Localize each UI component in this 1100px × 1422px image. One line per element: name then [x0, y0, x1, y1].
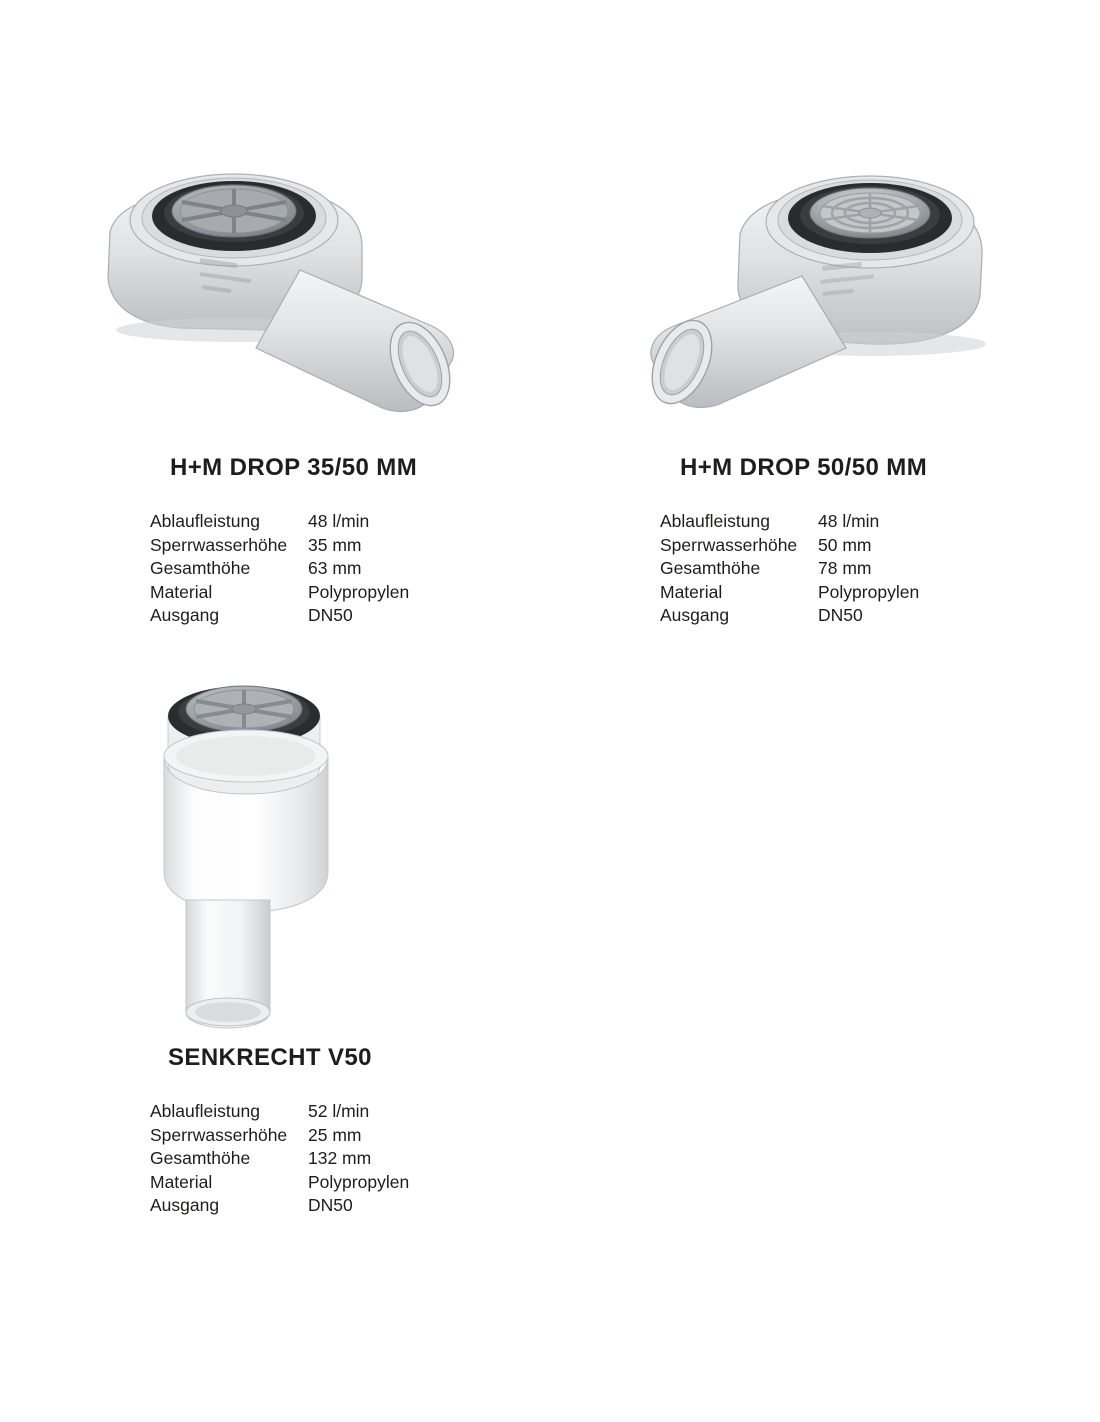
spec-row	[150, 557, 409, 581]
spec-value: DN50	[308, 605, 353, 625]
spec-label: Material	[150, 581, 213, 602]
product-specs	[60, 510, 560, 628]
spec-label: Ausgang	[150, 605, 220, 625]
spec-label: Gesamthöhe	[150, 558, 251, 578]
product-image-shower-drain-horizontal-grey	[60, 140, 560, 440]
spec-value: 48 l/min	[308, 511, 370, 531]
spec-value: 132 mm	[308, 1148, 372, 1168]
spec-label: Ablaufleistung	[150, 1101, 260, 1121]
spec-label: Material	[660, 581, 723, 602]
product-specs	[60, 1100, 560, 1218]
spec-row	[150, 604, 409, 628]
spec-row	[660, 604, 919, 628]
spec-value: DN50	[308, 1195, 353, 1215]
spec-label: Sperrwasserhöhe	[150, 534, 288, 555]
spec-row	[660, 510, 919, 534]
spec-label: Gesamthöhe	[660, 558, 761, 578]
spec-value: 48 l/min	[818, 511, 880, 531]
spec-row	[660, 557, 919, 581]
product-title: H+M DROP 35/50 MM	[170, 454, 418, 481]
spec-label: Sperrwasserhöhe	[660, 534, 798, 555]
spec-value: 50 mm	[818, 534, 872, 555]
product-card	[60, 660, 560, 1218]
spec-row	[150, 581, 409, 605]
spec-row	[660, 534, 919, 558]
spec-value: DN50	[818, 605, 863, 625]
spec-label: Gesamthöhe	[150, 1148, 251, 1168]
spec-row	[150, 1194, 409, 1218]
spec-row	[150, 534, 409, 558]
spec-value: 35 mm	[308, 534, 362, 555]
product-specs	[570, 510, 1070, 628]
spec-value: 52 l/min	[308, 1101, 370, 1121]
spec-value: 78 mm	[818, 558, 872, 578]
product-image-shower-drain-horizontal-grey-mirrored	[570, 140, 1070, 440]
product-title: H+M DROP 50/50 MM	[680, 454, 928, 481]
spec-value: 25 mm	[308, 1124, 362, 1145]
product-card	[60, 140, 560, 628]
spec-label: Sperrwasserhöhe	[150, 1124, 288, 1145]
product-card	[570, 140, 1070, 628]
spec-label: Ablaufleistung	[660, 511, 770, 531]
spec-value: Polypropylen	[308, 1171, 410, 1192]
spec-row	[150, 510, 409, 534]
spec-row	[150, 1124, 409, 1148]
spec-row	[150, 1171, 409, 1195]
spec-label: Ausgang	[660, 605, 730, 625]
product-image-shower-drain-vertical-white	[60, 660, 560, 1030]
spec-row	[150, 1100, 409, 1124]
spec-value: Polypropylen	[308, 581, 410, 602]
spec-label: Ausgang	[150, 1195, 220, 1215]
spec-row	[150, 1147, 409, 1171]
spec-value: Polypropylen	[818, 581, 920, 602]
spec-label: Material	[150, 1171, 213, 1192]
spec-row	[660, 581, 919, 605]
spec-value: 63 mm	[308, 558, 362, 578]
product-title: SENKRECHT V50	[168, 1044, 372, 1071]
spec-label: Ablaufleistung	[150, 511, 260, 531]
